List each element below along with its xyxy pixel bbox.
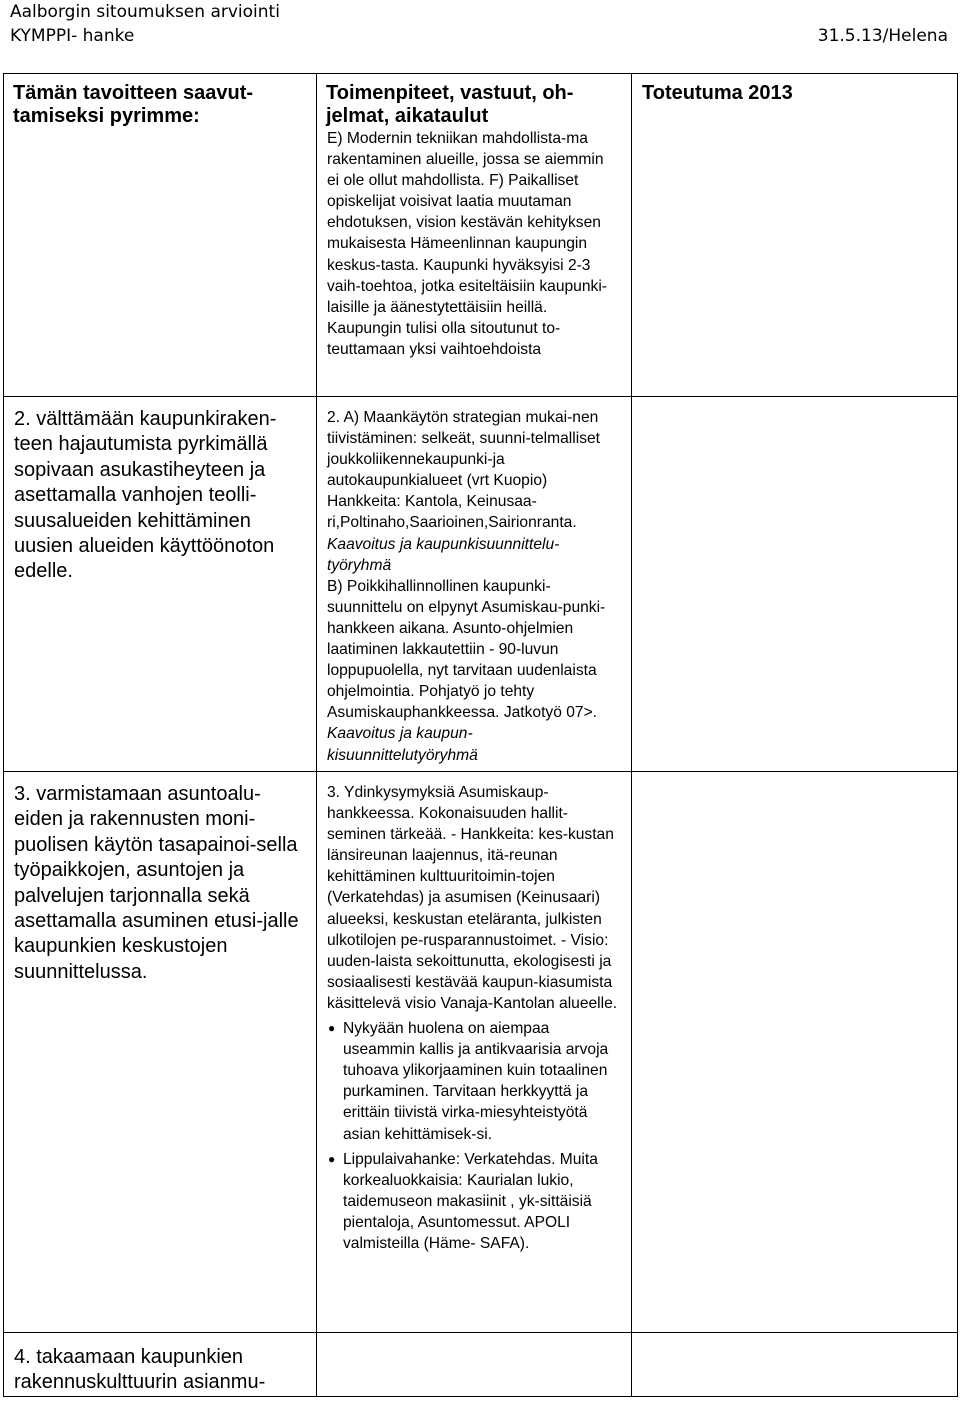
goal-cell — [4, 1333, 317, 1397]
action-paragraph: 2. A) Maankäytön strategian mukai-nen tiivistäminen: selkeät, suunni-telmalliset joukkoliikennekaupunki-ja autokaupunkialueet (vrt Kuopio) Hankkeita: Kantola, Keinusaa-ri,Poltinaho,Saarioinen,Sairionranta. — [327, 409, 601, 532]
table-row — [4, 397, 958, 772]
goal-text: 2. välttämään kaupunkiraken-teen hajautumista pyrkimällä sopivaan asukastiheyteen ja asettamalla vanhojen teolli-suusalueiden kehittäminen uusien alueiden käyttöönoton edelle. — [14, 408, 277, 583]
goal-text: 3. varmistamaan asuntoalu-eiden ja rakennusten moni-puolisen käytön tasapainoi-sella työpaikkojen, asuntojen ja palvelujen tarjonnalla sekä asettamalla asuminen etusi-jalle kaupunkien keskustojen suunnittelussa. — [14, 783, 299, 983]
document-title: Aalborgin sitoumuksen arviointi — [10, 2, 280, 22]
responsible-group: Kaavoitus ja kaupun-kisuunnittelutyöryhmä — [327, 725, 478, 764]
table-row — [4, 772, 958, 1333]
action-paragraph: 3. Ydinkysymyksiä Asumiskaup-hankkeessa. Kokonaisuuden hallit-seminen tärkeää. - Hankkeita: kes-kustan länsireunan laajennus, itä-reunan kehittäminen kulttuuritoimin-tojen (Verkatehdas) ja asumisen (Keinusaari) alueeksi, keskustan eteläranta, julkisten ulkotilojen pe-rusparannustoimet. - Visio: uuden-laista sekoittunutta, ekologisesti ja sosiaalisesti kestävää kaupun-kiasumista käsittelevä visio Vanaja-Kantolan alueelle. — [327, 784, 618, 1012]
action-text — [317, 128, 631, 360]
outcome-cell — [632, 772, 958, 1333]
col2-header: Toimenpiteet, vastuut, oh-jelmat, aikataulut — [326, 82, 574, 127]
action-paragraph — [327, 576, 619, 766]
list-item — [327, 1149, 619, 1254]
action-paragraph: E) Modernin tekniikan mahdollista-ma rakentaminen alueille, jossa se aiemmin ei ole ollut mahdollista. F) Paikalliset opiskelijat voisivat laatia muutaman ehdotuksen, vision kestävän kehityksen mukaisesta Hämeenlinnan kaupungin keskus-tasta. Kaupunki hyväksyisi 2-3 vaih-toehtoa, jotka esiteltäisiin kaupunki-laisille ja äänestytettäisiin heillä. Kaupungin tulisi olla sitoutunut to-teuttamaan yksi vaihtoehdoista — [327, 130, 607, 358]
document-header-left — [10, 0, 280, 48]
actions-cell — [317, 772, 632, 1333]
project-name: KYMPPI- hanke — [10, 26, 135, 46]
commitment-table — [3, 73, 958, 1397]
list-item-text: Lippulaivahanke: Verkatehdas. Muita korkealuokkaisia: Kaurialan lukio, taidemuseon makasiinit , yk-sittäisiä pientaloja, Asuntomessut. APOLI valmisteilla (Häme- SAFA). — [343, 1150, 598, 1252]
actions-cell — [317, 74, 632, 397]
table-row — [4, 74, 958, 397]
col3-header: Toteutuma 2013 — [642, 82, 793, 104]
list-item — [327, 1018, 619, 1145]
bullet-icon: ● — [328, 1021, 336, 1036]
bullet-icon: ● — [328, 1151, 336, 1166]
outcome-cell — [632, 397, 958, 772]
goal-cell — [4, 772, 317, 1333]
table-row — [4, 1333, 958, 1397]
col3-header-cell — [632, 74, 958, 397]
goal-cell — [4, 397, 317, 772]
actions-cell — [317, 1333, 632, 1397]
list-item-text: Nykyään huolena on aiempaa useammin kallis ja antikvaarisia arvoja tuhoava ylikorjaaminen kuin totaalinen purkaminen. Tarvitaan herkkyyttä ja erittäin tiivistä virka-miesyhteistyötä asian kehittämisek-si. — [343, 1020, 609, 1143]
col1-header: Tämän tavoitteen saavut-tamiseksi pyrimme: — [13, 82, 254, 127]
goal-text: 4. takaamaan kaupunkien rakennuskulttuurin asianmu- — [14, 1346, 266, 1394]
outcome-cell — [632, 1333, 958, 1397]
actions-cell — [317, 397, 632, 772]
action-text: B) Poikkihallinnollinen kaupunki-suunnittelu on elpynyt Asumiskau-punki-hankkeen aikana. Asunto-ohjelmien laatiminen lakkautettiin - 90-luvun loppupuolella, nyt tarvitaan uudenlaista ohjelmointia. Pohjatyö jo tehty Asumiskauphankkeessa. Jatkotyö 07>. — [327, 577, 606, 722]
bullet-list — [327, 1018, 619, 1254]
responsible-group: Kaavoitus ja kaupunkisuunnittelu-työryhmä — [327, 535, 560, 574]
col1-header-cell — [4, 74, 317, 397]
document-date-author: 31.5.13/Helena — [817, 26, 948, 46]
